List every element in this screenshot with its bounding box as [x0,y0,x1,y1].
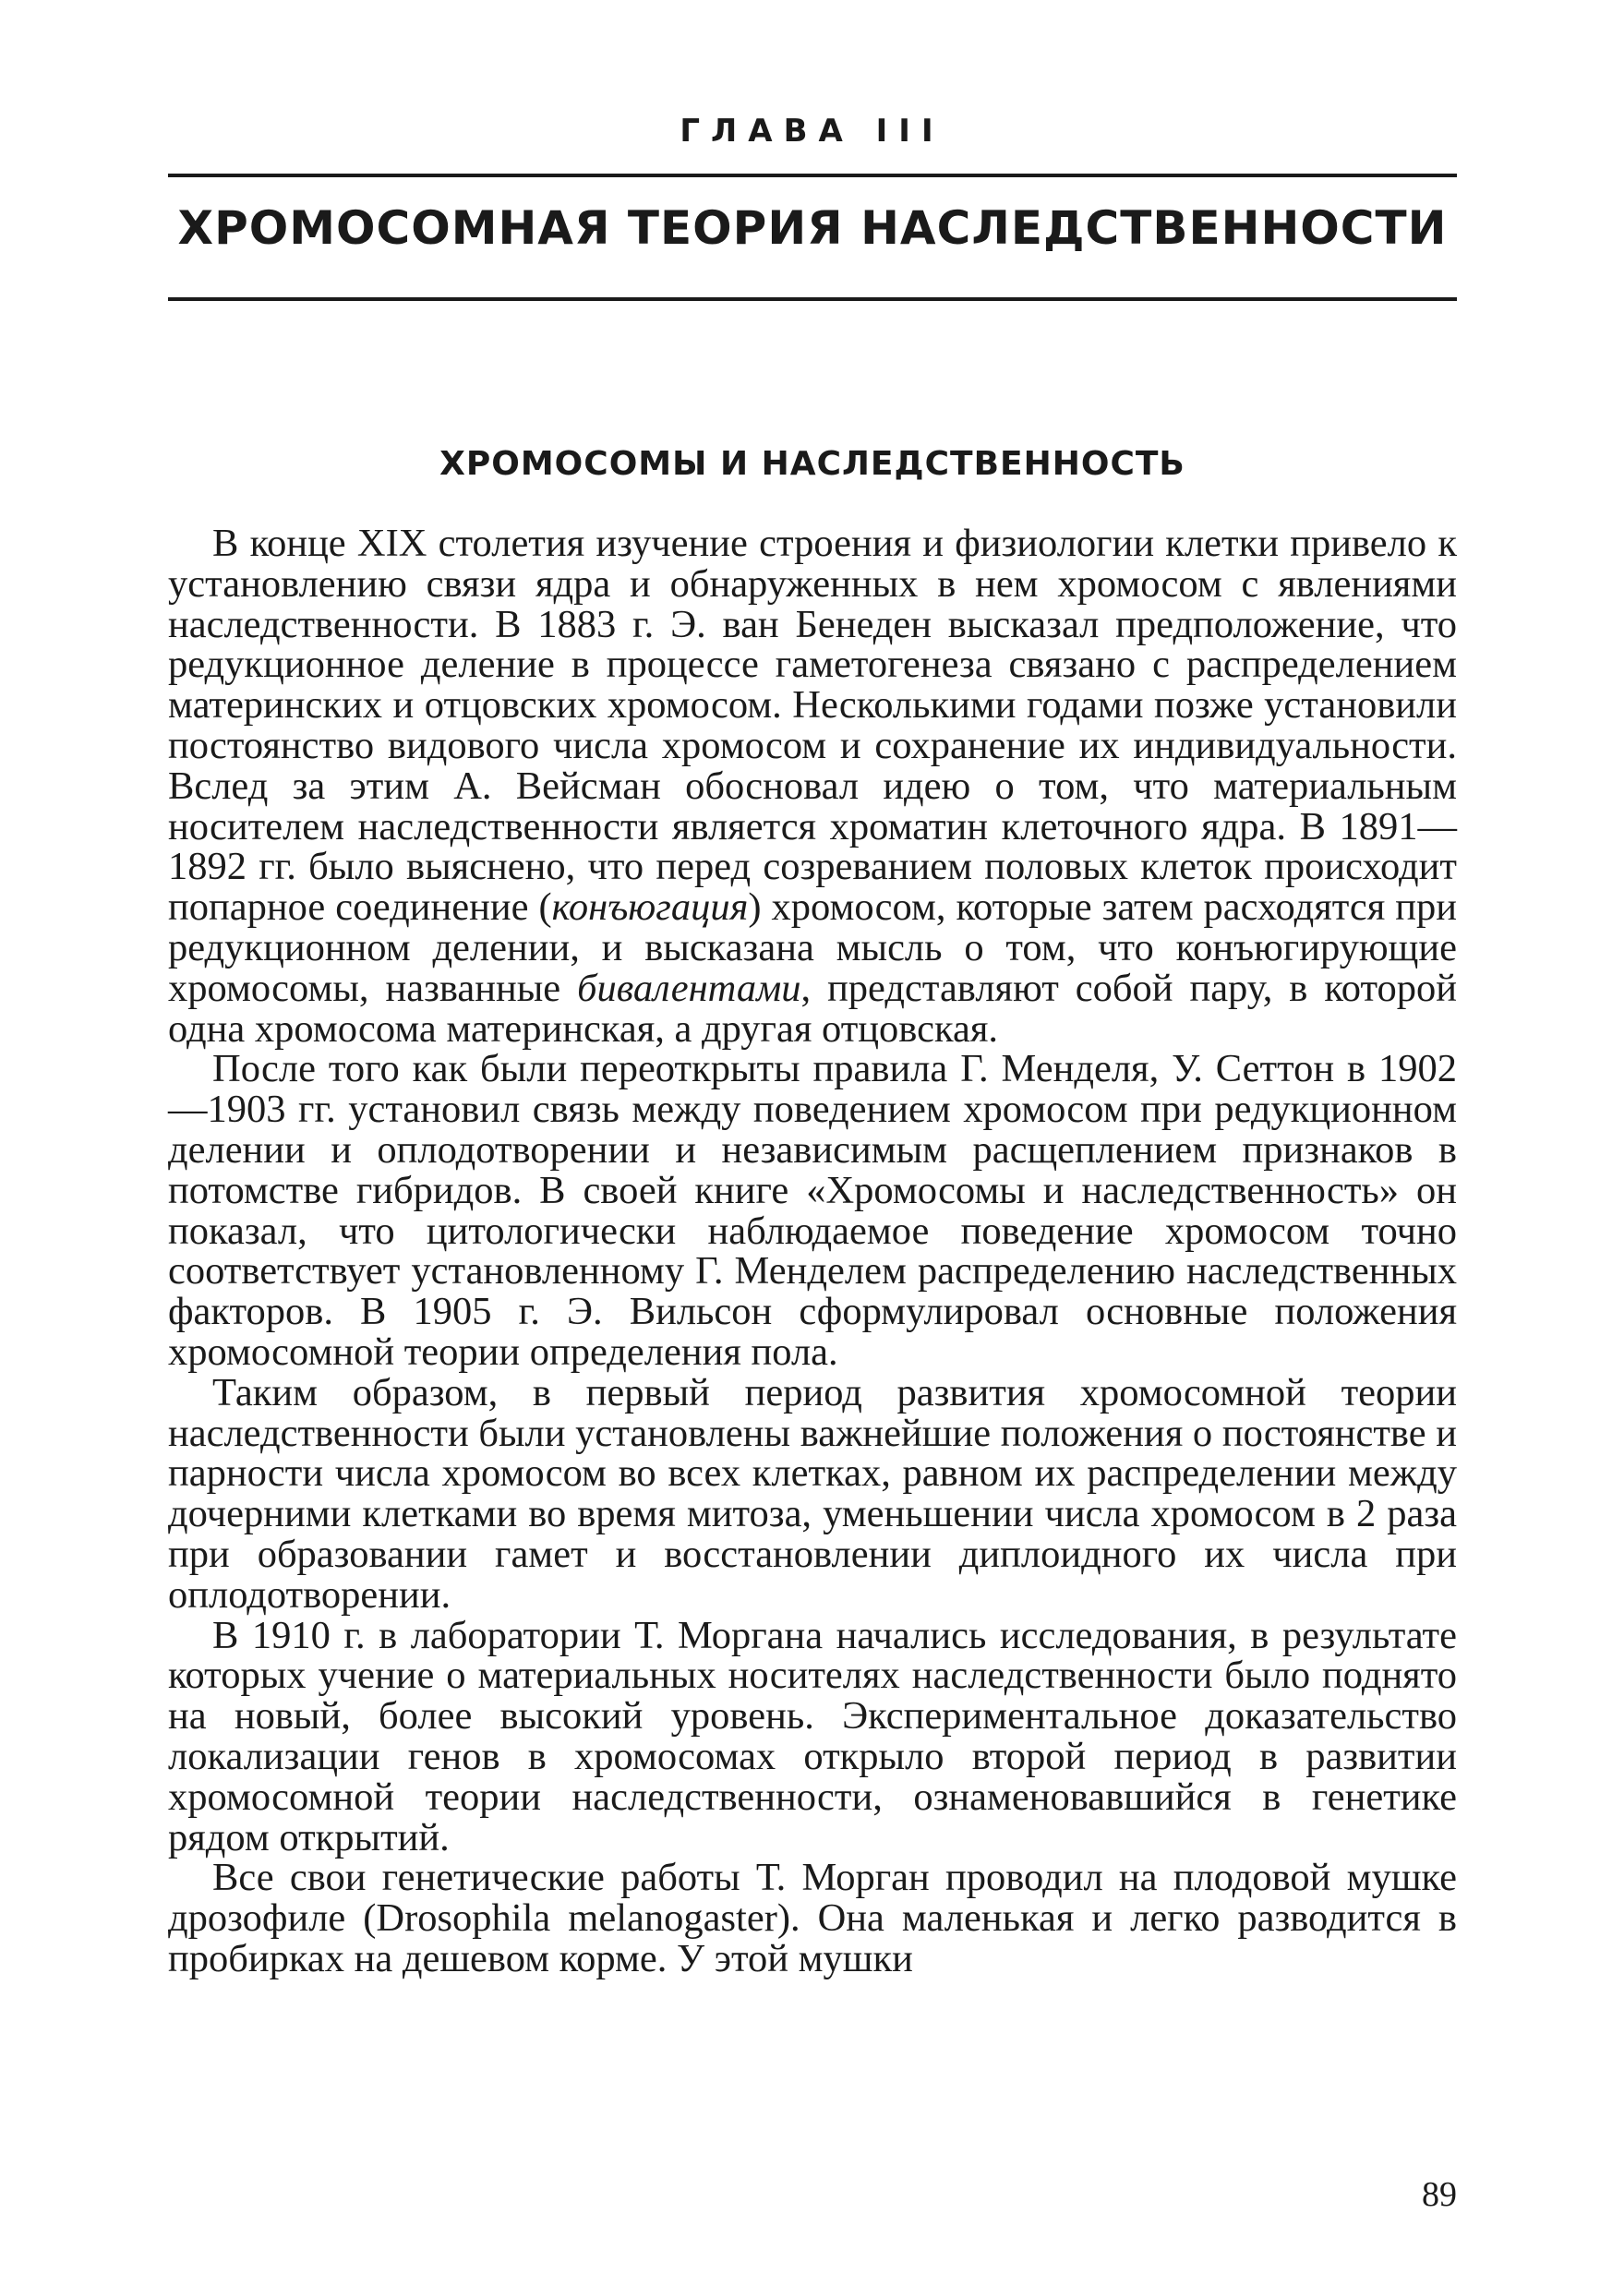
paragraph-2: После того как были переоткрыты правила Г. Менделя, У. Сеттон в 1902—1903 гг. установил связь между поведением хромосом при редукционном делении и оплодотворении и независимым расщеплением признаков в потомстве гибридов. В своей книге «Хромосомы и наследственность» он показал, что цитологически наблюдаемое поведение хромосом точно соответствует установленному Г. Менделем распределению наследственных факторов. В 1905 г. Э. Вильсон сформулировал основные положения хромосомной теории определения пола. [168,1047,1457,1374]
paragraph-1-text-b: ) хромосом, которые затем расходятся при редукционном делении, и высказана мысль о том, что конъюгирующие хромосомы, названные [168,885,1457,1010]
page-number: 89 [1422,2175,1457,2214]
chapter-title: ХРОМОСОМНАЯ ТЕОРИЯ НАСЛЕДСТВЕННОСТИ [177,201,1448,255]
body-text [168,523,1457,1979]
paragraph-3: Таким образом, в первый период развития хромосомной теории наследственности были установлены важнейшие положения о постоянстве и парности числа хромосом во всех клетках, равном их распределении между дочерними клетками во время митоза, уменьшении числа хромосом в 2 раза при образовании гамет и восстановлении диплоидного их числа при оплодотворении. [168,1370,1457,1617]
paragraph-4: В 1910 г. в лаборатории Т. Моргана начались исследования, в результате которых учение о материальных носителях наследственности было поднято на новый, более высокий уровень. Экспериментальное доказательство локализации генов в хромосомах открыло второй период в развитии хромосомной теории наследственности, ознаменовавшийся в генетике рядом открытий. [168,1613,1457,1859]
bottom-rule [168,297,1457,301]
paragraph-1-text-a: В конце XIX столетия изучение строения и физиологии клетки привело к установлению связи ядра и обнаруженных в нем хромосом с явлениями наследственности. В 1883 г. Э. ван Бенеден высказал предположение, что редукционное деление в процессе гаметогенеза связано с распределением материнских и отцовских хромосом. Несколькими годами позже установили постоянство видового числа хромосом и сохранение их индивидуальности. Вслед за этим А. Вейсман обосновал идею о том, что материальным носителем наследственности является хроматин клеточного ядра. В 1891—1892 гг. было выяснено, что перед созреванием половых клеток происходит попарное соединение ( [168,522,1457,930]
term-conjugation: конъюгация [551,885,749,930]
chapter-label: ГЛАВА III [680,113,944,150]
term-bivalents: бивалентами [577,966,801,1010]
top-rule [168,174,1457,177]
paragraph-5: Все свои генетические работы Т. Морган проводил на плодовой мушке дрозофиле (Drosophila melanogaster). Она маленькая и легко разводится в пробирках на дешевом корме. У этой мушки [168,1856,1457,1980]
paragraph-1 [168,523,1457,1049]
paragraph-1-text-c: , представляют собой пару, в которой одна хромосома материнская, а другая отцовская. [168,966,1458,1051]
section-title: ХРОМОСОМЫ И НАСЛЕДСТВЕННОСТЬ [439,445,1185,483]
